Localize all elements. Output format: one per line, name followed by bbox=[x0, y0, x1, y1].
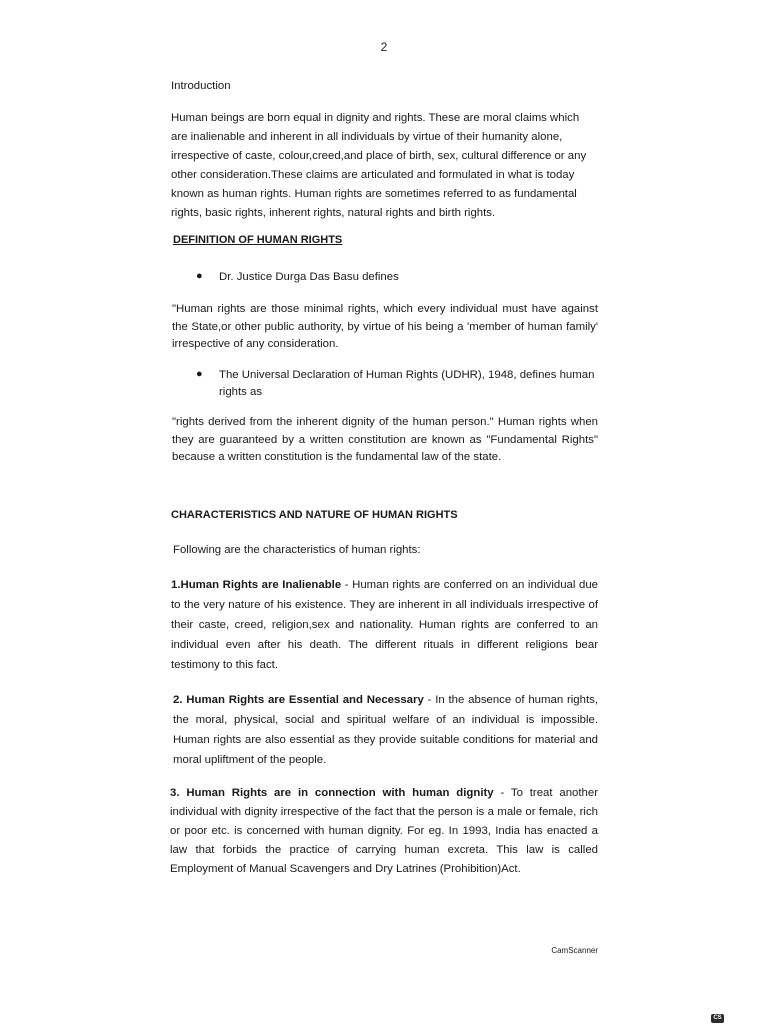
characteristic-3-text: - To treat another individual with dignity irrespective of the fact that the person is a male or female, rich or poor etc. is concerned with human dignity. For eg. In 1993, India has enacted a law that forbids the practice of carrying human excreta. This law is called Employment of Manual Scavengers and Dry Latrines (Prohibition)Act. bbox=[170, 787, 598, 875]
intro-heading: Introduction bbox=[171, 80, 231, 92]
characteristic-1-text: - Human rights are conferred on an individual due to the very nature of his existence. They are inherent in all individuals irrespective of their caste, creed, religion,sex and nationality. Human rights are conferred to an individual even after his death. The different rituals in different religions bear testimony to this fact. bbox=[171, 579, 598, 671]
definition-heading: DEFINITION OF HUMAN RIGHTS bbox=[173, 234, 343, 246]
characteristic-item-3 bbox=[170, 784, 598, 879]
characteristics-intro: Following are the characteristics of human rights: bbox=[173, 544, 421, 556]
characteristic-item-1 bbox=[171, 575, 598, 675]
intro-paragraph: Human beings are born equal in dignity and rights. These are moral claims which are inalienable and inherent in all individuals by virtue of their humanity alone, irrespective of caste, colour,creed,and place of birth, sex, cultural difference or any other consideration.These claims are articulated and formulated in what is today known as human rights. Human rights are sometimes referred to as fundamental rights, basic rights, inherent rights, natural rights and birth rights. bbox=[171, 112, 587, 219]
bullet-2-text: The Universal Declaration of Human Rights (UDHR), 1948, defines human rights as bbox=[219, 369, 595, 398]
characteristic-3-title: 3. Human Rights are in connection with human dignity bbox=[170, 787, 494, 799]
bullet-2-marker: ● bbox=[196, 368, 203, 380]
characteristic-1-title: 1.Human Rights are Inalienable bbox=[171, 579, 342, 591]
camscanner-badge-icon: CS bbox=[711, 1014, 724, 1023]
definition-quote-2: "rights derived from the inherent dignity of the human person." Human rights when they are guaranteed by a written constitution are known as "Fundamental Rights" because a written constitution is the fundamental law of the state. bbox=[172, 416, 598, 463]
bullet-1-marker: ● bbox=[196, 270, 203, 282]
page-number: 2 bbox=[380, 40, 388, 54]
definition-quote-1: "Human rights are those minimal rights, which every individual must have against the State,or other public authority, by virtue of his being a 'member of human family' irrespective of any consideration. bbox=[172, 303, 598, 350]
characteristic-2-title: 2. Human Rights are Essential and Necessary bbox=[173, 694, 424, 706]
characteristics-heading: CHARACTERISTICS AND NATURE OF HUMAN RIGHTS bbox=[171, 509, 458, 521]
bullet-1-text: Dr. Justice Durga Das Basu defines bbox=[219, 271, 399, 283]
characteristic-2-text: - In the absence of human rights, the moral, physical, social and spiritual welfare of an individual is impossible. Human rights are also essential as they provide suitable conditions for material and moral upliftment of the people. bbox=[173, 694, 598, 766]
camscanner-watermark: CamScanner bbox=[551, 946, 598, 955]
characteristic-item-2 bbox=[173, 690, 598, 770]
